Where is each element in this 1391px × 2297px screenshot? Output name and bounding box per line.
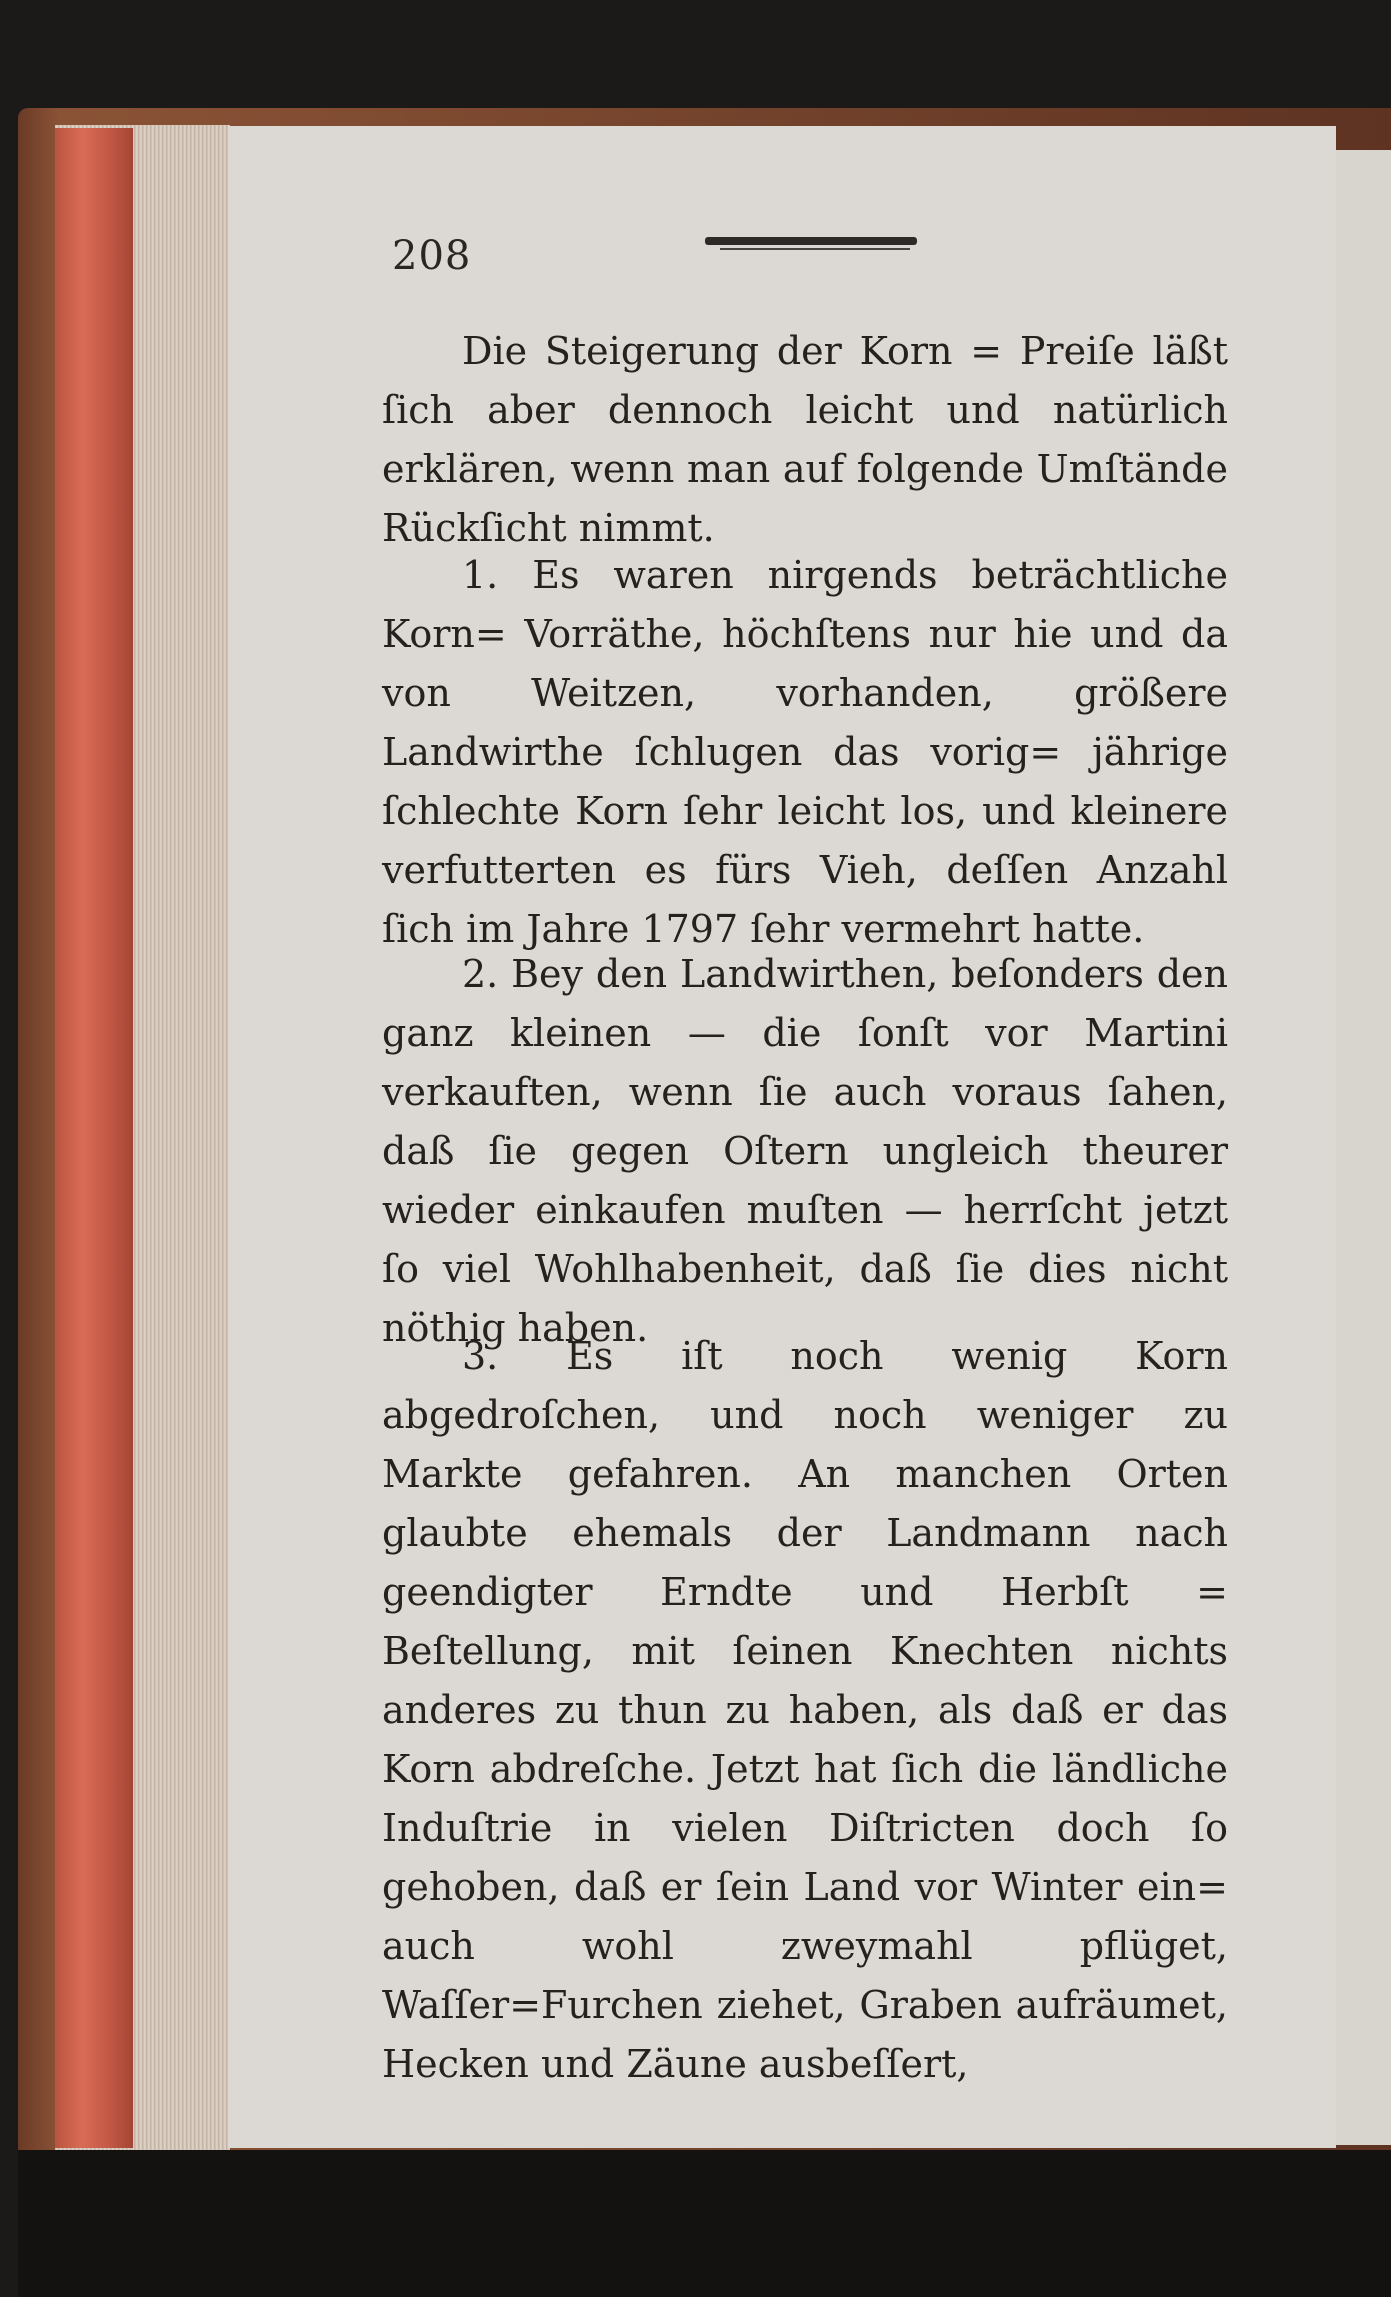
paragraph-point-3: 3. Es iſt noch wenig Korn abgedroſchen, und noch weniger zu Markte gefahren. An manchen Orten glaubte ehemals der Landmann nach geendigter Erndte und Herbſt = Beſtellung, mit ſeinen Knechten nichts anderes zu thun zu haben, als daß er das Korn abdreſche. Jetzt hat ſich die ländliche Induſtrie in vielen Diſtricten doch ſo gehoben, daß er ſein Land vor Winter ein= auch wohl zweymahl pflüget, Waſſer=Furchen ziehet, Graben aufräumet, Hecken und Zäune ausbeſſert, — [382, 1334, 1228, 2086]
header-rule — [705, 237, 917, 245]
page-number: 208 — [392, 233, 472, 279]
facing-page-edge — [1332, 150, 1391, 2145]
paragraph-intro: Die Steigerung der Korn = Preiſe läßt ſich aber dennoch leicht und natürlich erklären, wenn man auf folgende Umſtände Rückſicht nimmt. — [382, 329, 1228, 550]
paragraph-point-1: 1. Es waren nirgends beträchtliche Korn= Vorräthe, höchſtens nur hie und da von Weitzen, vorhanden, größere Landwirthe ſchlugen das vorig= jährige ſchlechte Korn ſehr leicht los, und kleinere verfutterten es fürs Vieh, deſſen Anzahl ſich im Jahre 1797 ſehr vermehrt hatte. — [382, 553, 1228, 951]
paragraph-point-2: 2. Bey den Landwirthen, beſonders den ganz kleinen — die ſonſt vor Martini verkauften, wenn ſie auch voraus ſahen, daß ſie gegen Oſtern ungleich theurer wieder einkaufen muſten — herrſcht jetzt ſo viel Wohlhabenheit, daß ſie dies nicht nöthig haben. — [382, 952, 1228, 1350]
background-shadow — [18, 2150, 1391, 2297]
red-page-edge — [55, 128, 133, 2148]
header-rule-thin — [720, 248, 910, 250]
